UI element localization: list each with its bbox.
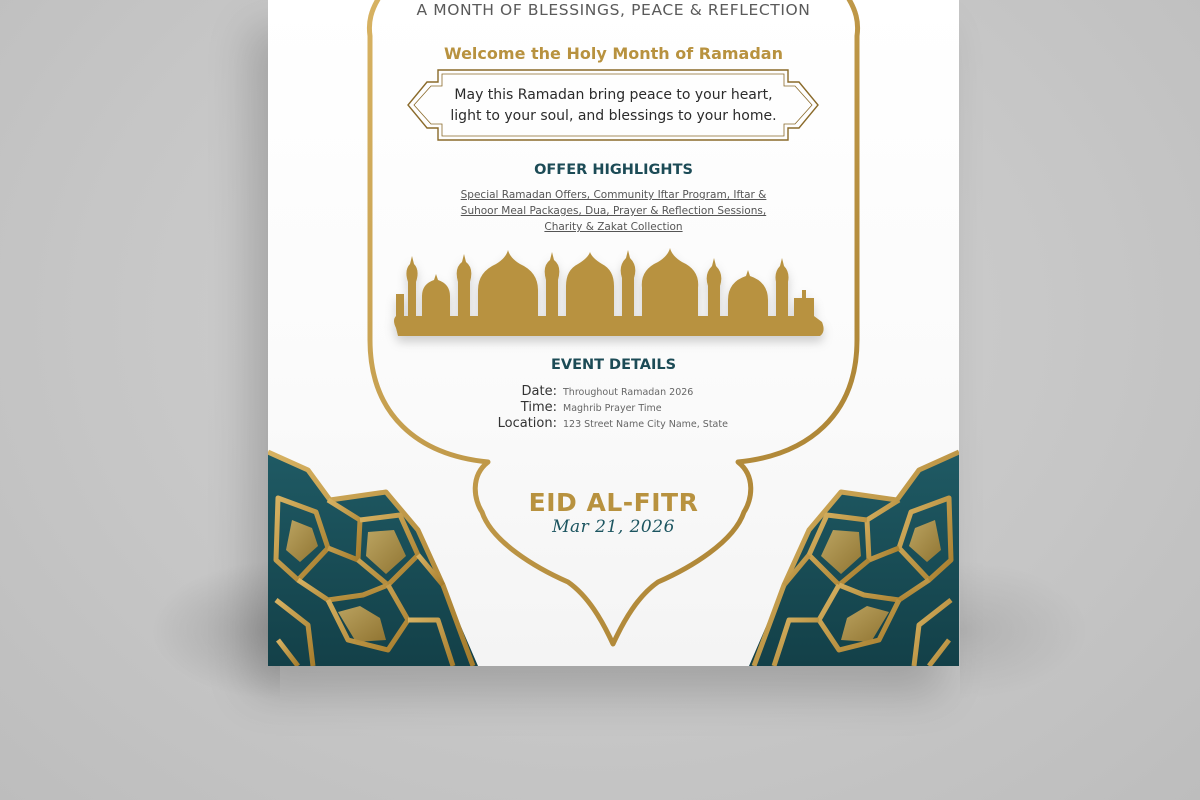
detail-location	[268, 416, 959, 432]
detail-label: Date:	[521, 384, 557, 399]
detail-label: Location:	[497, 416, 557, 431]
detail-value: Throughout Ramadan 2026	[563, 387, 694, 398]
floor-shadow-right	[960, 560, 1090, 700]
mosque-skyline-icon	[394, 248, 824, 336]
islamic-star-pattern-right	[749, 452, 959, 666]
eid-title: EID AL-FITR	[528, 488, 699, 517]
detail-label: Time:	[520, 400, 557, 415]
ramadan-flyer	[268, 0, 959, 666]
detail-value: 123 Street Name City Name, State	[563, 419, 728, 430]
blessing-line-2: light to your soul, and blessings to your home.	[450, 108, 777, 124]
offer-heading: OFFER HIGHLIGHTS	[534, 162, 693, 178]
eid-date: Mar 21, 2026	[552, 517, 675, 537]
blessing-text	[268, 85, 959, 127]
event-heading: EVENT DETAILS	[550, 357, 677, 373]
detail-date	[268, 384, 959, 400]
detail-time	[268, 400, 959, 416]
islamic-star-pattern-left	[268, 452, 478, 666]
tagline: A MONTH OF BLESSINGS, PEACE & REFLECTION	[416, 1, 811, 19]
blessing-line-1: May this Ramadan bring peace to your heart,	[454, 87, 773, 103]
welcome-title: Welcome the Holy Month of Ramadan	[444, 44, 783, 63]
detail-value: Maghrib Prayer Time	[563, 403, 662, 414]
floor-shadow-left	[150, 560, 280, 700]
offer-list: Special Ramadan Offers, Community Iftar Program, Iftar & Suhoor Meal Packages, Dua, Prayer & Reflection Sessions, Charity & Zakat Collection	[460, 189, 767, 233]
